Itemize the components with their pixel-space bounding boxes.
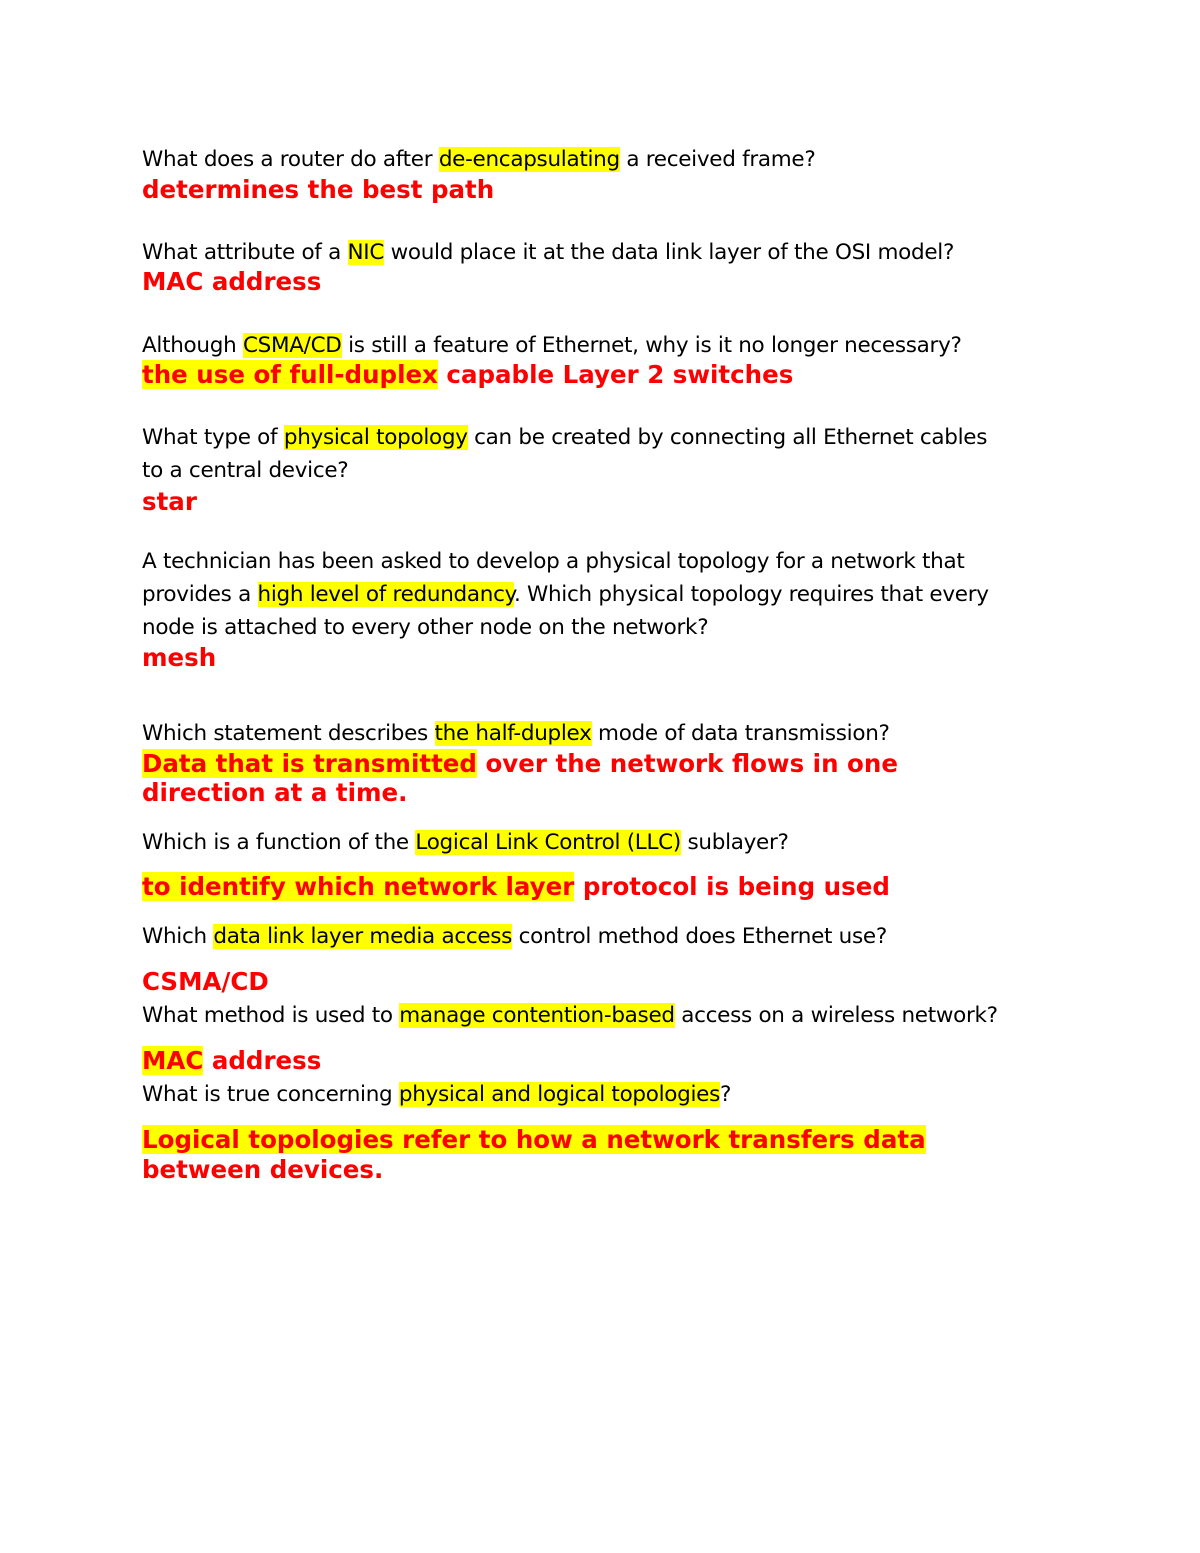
question-line <box>142 423 987 453</box>
highlighted-text: high level of redundancy <box>257 582 514 607</box>
question-line <box>142 922 887 952</box>
answer-line <box>142 487 197 517</box>
question-line <box>142 456 348 486</box>
text-run: determines the best path <box>142 175 495 204</box>
answer-line <box>142 360 793 390</box>
text-run: direction at a time. <box>142 778 408 807</box>
answer-line <box>142 175 494 205</box>
highlighted-text: CSMA/CD <box>242 333 342 358</box>
text-run: protocol is being used <box>574 872 890 901</box>
highlighted-text: physical topology <box>283 425 468 450</box>
text-run: mesh <box>142 643 217 672</box>
question-line <box>142 613 708 643</box>
text-run: Which is a function of the <box>142 830 416 855</box>
text-run: provides a <box>142 582 258 607</box>
answer-line <box>142 1046 321 1076</box>
text-run: Although <box>142 333 243 358</box>
answer-line <box>142 267 321 297</box>
highlighted-text: MAC <box>142 1046 204 1075</box>
highlighted-text: the use of full-duplex <box>142 360 438 389</box>
text-run: What method is used to <box>142 1003 400 1028</box>
text-run: MAC address <box>142 267 322 296</box>
answer-line <box>142 872 890 902</box>
highlighted-text: NIC <box>347 240 385 265</box>
text-run: access on a wireless network? <box>674 1003 998 1028</box>
question-line <box>142 547 965 577</box>
text-run: control method does Ethernet use? <box>512 924 887 949</box>
text-run: CSMA/CD <box>142 967 269 996</box>
text-run: address <box>203 1046 322 1075</box>
highlighted-text: de-encapsulating <box>438 147 620 172</box>
text-run: What attribute of a <box>142 240 348 265</box>
text-run: is still a feature of Ethernet, why is it no longer necessary? <box>341 333 962 358</box>
answer-line <box>142 749 898 779</box>
question-line <box>142 1001 998 1031</box>
text-run: star <box>142 487 197 516</box>
question-line <box>142 1080 731 1110</box>
text-run: can be created by connecting all Ethernet cables <box>467 425 988 450</box>
text-run: capable Layer 2 switches <box>437 360 794 389</box>
answer-line <box>142 1155 383 1185</box>
highlighted-text: the half-duplex <box>434 721 592 746</box>
text-run: Which <box>142 924 214 949</box>
text-run: sublayer? <box>680 830 789 855</box>
answer-line <box>142 778 407 808</box>
text-run: . Which physical topology requires that every <box>513 582 989 607</box>
highlighted-text: physical and logical topologies <box>398 1082 720 1107</box>
text-run: over the network flows in one <box>476 749 898 778</box>
question-line <box>142 828 789 858</box>
question-line <box>142 331 962 361</box>
text-run: A technician has been asked to develop a physical topology for a network that <box>142 549 965 574</box>
text-run: would place it at the data link layer of the OSI model? <box>384 240 955 265</box>
text-run: node is attached to every other node on the network? <box>142 615 709 640</box>
highlighted-text: Logical Link Control (LLC) <box>415 830 681 855</box>
question-line <box>142 238 954 268</box>
answer-line <box>142 967 269 997</box>
question-line <box>142 719 890 749</box>
answer-line <box>142 1125 926 1155</box>
text-run: ? <box>720 1082 732 1107</box>
text-run: What type of <box>142 425 284 450</box>
question-line <box>142 580 989 610</box>
highlighted-text: manage contention-based <box>399 1003 675 1028</box>
question-line <box>142 145 815 175</box>
text-run: a received frame? <box>619 147 816 172</box>
text-run: What is true concerning <box>142 1082 399 1107</box>
text-run: What does a router do after <box>142 147 439 172</box>
text-run: mode of data transmission? <box>591 721 890 746</box>
highlighted-text: data link layer media access <box>213 924 513 949</box>
highlighted-text: to identify which network layer <box>142 872 575 901</box>
highlighted-text: Logical topologies refer to how a network transfers data <box>142 1125 926 1154</box>
text-run: to a central device? <box>142 458 349 483</box>
text-run: Which statement describes <box>142 721 435 746</box>
answer-line <box>142 643 216 673</box>
text-run: between devices. <box>142 1155 384 1184</box>
highlighted-text: Data that is transmitted <box>142 749 477 778</box>
